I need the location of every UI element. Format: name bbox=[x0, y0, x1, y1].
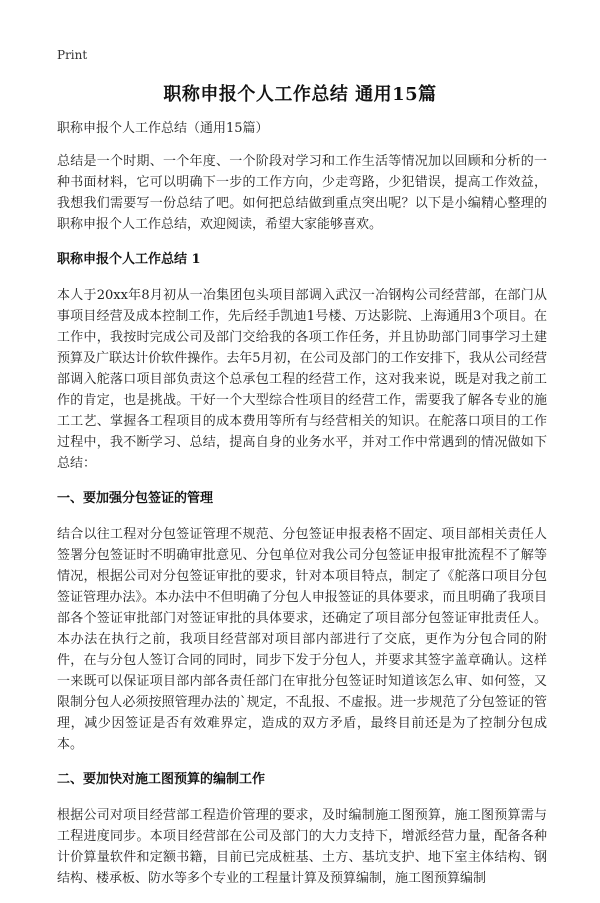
print-link[interactable]: Print bbox=[57, 48, 88, 62]
document-body bbox=[57, 118, 547, 903]
intro-paragraph: 总结是一个时期、一个年度、一个阶段对学习和工作生活等情况加以回顾和分析的一种书面材料，它可以明确下一步的工作方向，少走弯路，少犯错误，提高工作效益，我想我们需要写一份总结了吧。如何把总结做到重点突出呢？以下是小编精心整理的职称申报个人工作总结，欢迎阅读，希望大家能够喜欢。 bbox=[57, 154, 547, 232]
subsection-b-paragraph: 根据公司对项目经营部工程造价管理的要求，及时编制施工图预算，施工图预算需与工程进度同步。本项目经营部在公司及部门的大力支持下，增派经营力量，配备各种计价算量软件和定额书籍，目前已完成桩基、土方、基坑支护、地下室主体结构、钢结构、楼承板、防水等多个专业的工程量计算及预算编制，施工图预算编制 bbox=[57, 808, 547, 886]
document-title: 职称申报个人工作总结 通用15篇 bbox=[163, 84, 437, 105]
section-1-heading: 职称申报个人工作总结 1 bbox=[57, 252, 201, 267]
document-subtitle: 职称申报个人工作总结（通用15篇） bbox=[57, 121, 269, 136]
section-1-paragraph: 本人于20xx年8月初从一冶集团包头项目部调入武汉一冶钢构公司经营部，在部门从事项目经营及成本控制工作，先后经手凯迪1号楼、万达影院、上海通用3个项目。在工作中，我按时完成公司及部门交给我的各项工作任务，并且协助部门同事学习土建预算及广联达计价软件操作。去年5月初，在公司及部门的工作安排下，我从公司经营部调入舵落口项目部负责这个总承包工程的经营工作，这对我来说，既是对我之前工作的肯定，也是挑战。干好一个大型综合性项目的经营工作，需要我了解各专业的施工工艺、掌握各工程项目的成本费用等所有与经营相关的知识。在舵落口项目的工作过程中，我不断学习、总结，提高自身的业务水平，并对工作中常遇到的情况做如下总结： bbox=[57, 288, 547, 471]
subsection-b-heading: 二、要加快对施工图预算的编制工作 bbox=[57, 772, 266, 787]
subsection-a-paragraph: 结合以往工程对分包签证管理不规范、分包签证申报表格不固定、项目部相关责任人签署分包签证时不明确审批意见、分包单位对我公司分包签证申报审批流程不了解等情况，根据公司对分包签证审批的要求，针对本项目特点，制定了《舵落口项目分包签证管理办法》。本办法中不但明确了分包人申报签证的具体要求，而且明确了我项目部各个签证审批部门对签证审批的具体要求，还确定了项目部分包签证审批责任人。本办法在执行之前，我项目经营部对项目部内部进行了交底，更作为分包合同的附件，在与分包人签订合同的同时，同步下发于分包人，并要求其签字盖章确认。这样一来既可以保证项目部内部各责任部门在审批分包签证时知道该怎么审、如何签，又限制分包人必须按照管理办法的`规定，不乱报、不虚报。进一步规范了分包签证的管理，减少因签证是否有效难界定，造成的双方矛盾，最终目前还是为了控制分包成本。 bbox=[57, 527, 547, 752]
subsection-a-heading: 一、要加强分包签证的管理 bbox=[57, 491, 214, 506]
